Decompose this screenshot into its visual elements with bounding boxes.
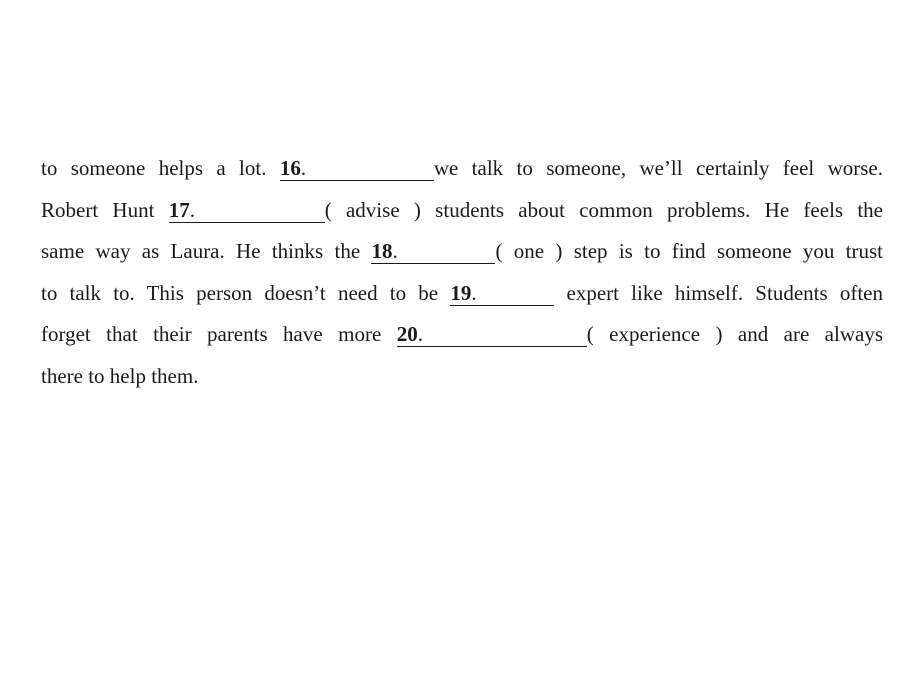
passage-text: there to help them. xyxy=(41,363,199,388)
blank-number: 18 xyxy=(371,239,393,264)
passage-text: step is to find someone you trust xyxy=(562,239,884,264)
blank-number: 20 xyxy=(396,322,418,347)
passage-line xyxy=(41,148,883,190)
blank-number-dot: . xyxy=(392,239,398,264)
blank-number-dot: . xyxy=(417,322,423,347)
answer-blank-18[interactable] xyxy=(371,241,495,264)
passage-line xyxy=(41,273,883,315)
passage-text: to someone helps a lot. xyxy=(41,156,280,180)
passage-line xyxy=(41,314,883,356)
cloze-passage xyxy=(41,148,883,398)
blank-number-dot: . xyxy=(471,280,477,305)
passage-text: to talk to. This person doesn’t need to be xyxy=(41,280,451,305)
answer-blank-16[interactable] xyxy=(280,158,434,181)
passage-text: Robert Hunt xyxy=(41,197,169,222)
answer-blank-20[interactable] xyxy=(397,324,587,347)
passage-line xyxy=(41,231,883,273)
passage-line xyxy=(41,190,883,232)
word-hint: ( experience ) xyxy=(586,322,723,347)
answer-blank-17[interactable] xyxy=(168,197,325,223)
passage-text: we talk to someone, we’ll certainly feel worse. xyxy=(433,156,883,180)
passage-text: expert like himself. Students often xyxy=(554,280,883,305)
word-hint: ( one ) xyxy=(495,239,563,264)
blank-number: 17 xyxy=(168,197,190,222)
blank-number: 16 xyxy=(279,156,301,180)
passage-text: and are always xyxy=(722,322,883,347)
passage-line xyxy=(41,356,883,398)
blank-number-dot: . xyxy=(189,197,195,222)
blank-number: 19 xyxy=(450,280,472,305)
word-hint: ( advise ) xyxy=(324,197,421,222)
passage-text: students about common problems. He feels the xyxy=(420,197,884,222)
blank-number-dot: . xyxy=(300,156,307,180)
answer-blank-19[interactable] xyxy=(450,280,554,306)
passage-text: forget that their parents have more xyxy=(41,322,397,347)
passage-text: same way as Laura. He thinks the xyxy=(41,239,372,264)
